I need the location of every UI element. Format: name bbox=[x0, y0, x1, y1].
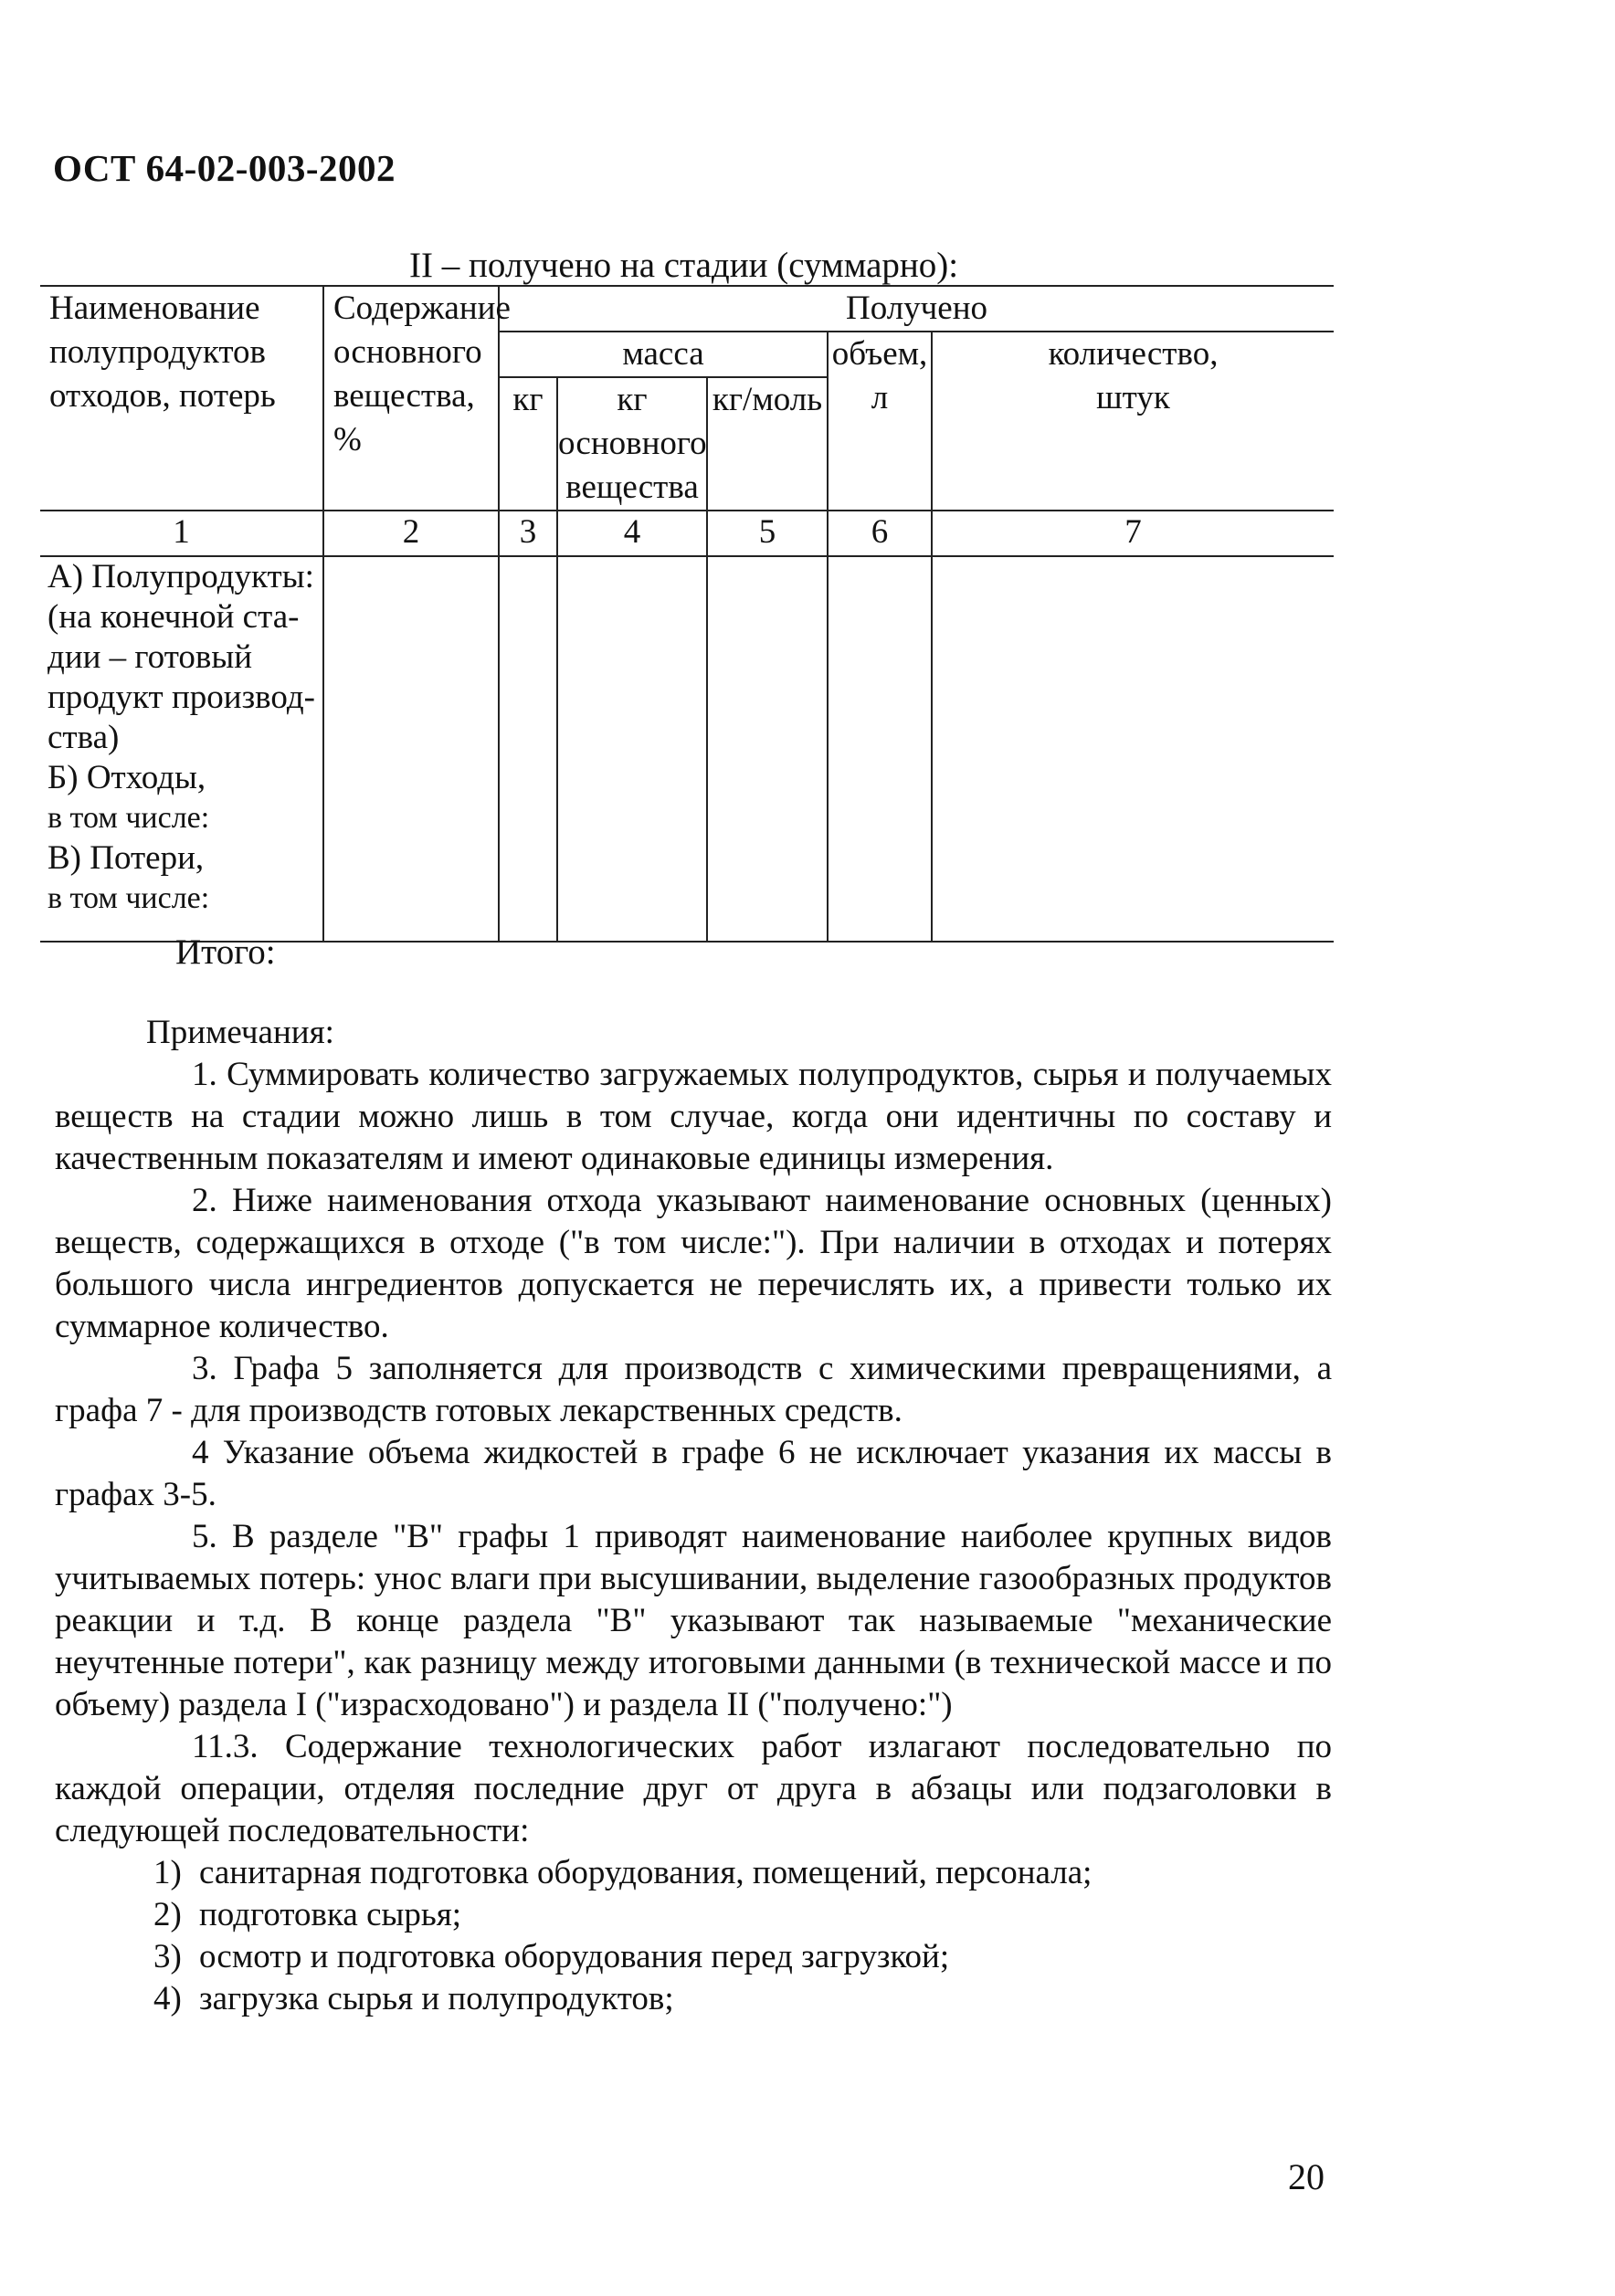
row-label: (на конечной ста- bbox=[48, 598, 300, 636]
column-number: 7 bbox=[932, 511, 1334, 556]
empty-cell bbox=[707, 556, 828, 942]
row-label: в том числе: bbox=[48, 801, 210, 835]
notes-section bbox=[55, 1012, 1332, 2020]
table-caption: II – получено на стадии (суммарно): bbox=[409, 246, 959, 285]
row-labels-cell bbox=[40, 556, 323, 942]
total-label: Итого: bbox=[175, 932, 276, 972]
empty-cell bbox=[828, 556, 932, 942]
note-paragraph: 5. В разделе "В" графы 1 приводят наименование наиболее крупных видов учитываемых потерь: унос влаги при высушивании, выделение газообразных продуктов реакции и т.д. В конце раздела "В" указывают так называемые "механические неучтенные потери", как разницу между итоговыми данными (в технической массе и по объему) раздела I ("израсходовано") и раздела II ("получено:") bbox=[55, 1518, 1332, 1723]
note-paragraph: 3. Графа 5 заполняется для производств с химическими превращениями, а графа 7 - для производств готовых лекарственных средств. bbox=[55, 1350, 1332, 1429]
row-label: в том числе: bbox=[48, 881, 210, 915]
empty-cell bbox=[323, 556, 499, 942]
empty-cell bbox=[557, 556, 707, 942]
column-number: 6 bbox=[828, 511, 932, 556]
list-item: 1) санитарная подготовка оборудования, помещений, персонала; bbox=[153, 1854, 1092, 1891]
note-paragraph: 2. Ниже наименования отхода указывают наименование основных (ценных) веществ, содержащихся в отходе ("в том числе:"). При наличии в отходах и потерях большого числа ингредиентов допускается не перечислять их, а привести только их суммарное количество. bbox=[55, 1182, 1332, 1345]
column-number: 5 bbox=[707, 511, 828, 556]
empty-cell bbox=[932, 556, 1334, 942]
column-number: 4 bbox=[557, 511, 707, 556]
col-header-received: Получено bbox=[499, 286, 1334, 332]
column-number: 3 bbox=[499, 511, 557, 556]
table-row bbox=[40, 556, 1334, 942]
empty-cell bbox=[499, 556, 557, 942]
page-number: 20 bbox=[1288, 2156, 1325, 2197]
col-header-mass: масса bbox=[499, 332, 828, 377]
note-paragraph: 1. Суммировать количество загружаемых полупродуктов, сырья и получаемых веществ на стадии можно лишь в том случае, когда они идентичны по составу и качественным показателям и имеют одинаковые единицы измерения. bbox=[55, 1056, 1332, 1177]
list-item: 4) загрузка сырья и полупродуктов; bbox=[153, 1980, 674, 2017]
row-label: А) Полупродукты: bbox=[48, 558, 314, 595]
row-label: ства) bbox=[48, 719, 120, 756]
list-item: 3) осмотр и подготовка оборудования перед загрузкой; bbox=[153, 1938, 950, 1975]
col-header-count: количество, штук bbox=[932, 332, 1334, 511]
row-label: В) Потери, bbox=[48, 839, 205, 877]
data-table bbox=[40, 285, 1334, 943]
note-paragraph: 4 Указание объема жидкостей в графе 6 не исключает указания их массы в графах 3-5. bbox=[55, 1434, 1332, 1513]
col-header-kg-mol: кг/моль bbox=[707, 377, 828, 511]
col-header-kg-base: кг основного вещества bbox=[557, 377, 707, 511]
column-number-row bbox=[40, 511, 1334, 556]
col-header-name: Наименование полупродуктов отходов, потерь bbox=[40, 286, 323, 511]
col-header-volume: объем, л bbox=[828, 332, 932, 511]
col-header-content: Содержание основного вещества, % bbox=[323, 286, 499, 511]
section-paragraph: 11.3. Содержание технологических работ излагают последовательно по каждой операции, отделяя последние друг от друга в абзацы или подзаголовки в следующей последовательности: bbox=[55, 1728, 1332, 1849]
column-number: 1 bbox=[40, 511, 323, 556]
row-label: дии – готовый bbox=[48, 638, 253, 676]
col-header-kg: кг bbox=[499, 377, 557, 511]
notes-title: Примечания: bbox=[146, 1014, 334, 1051]
column-number: 2 bbox=[323, 511, 499, 556]
row-label: Б) Отходы, bbox=[48, 759, 206, 796]
row-label: продукт производ- bbox=[48, 679, 315, 716]
operations-list bbox=[55, 1852, 1332, 2020]
list-item: 2) подготовка сырья; bbox=[153, 1896, 462, 1933]
page-header: ОСТ 64-02-003-2002 bbox=[53, 147, 396, 189]
